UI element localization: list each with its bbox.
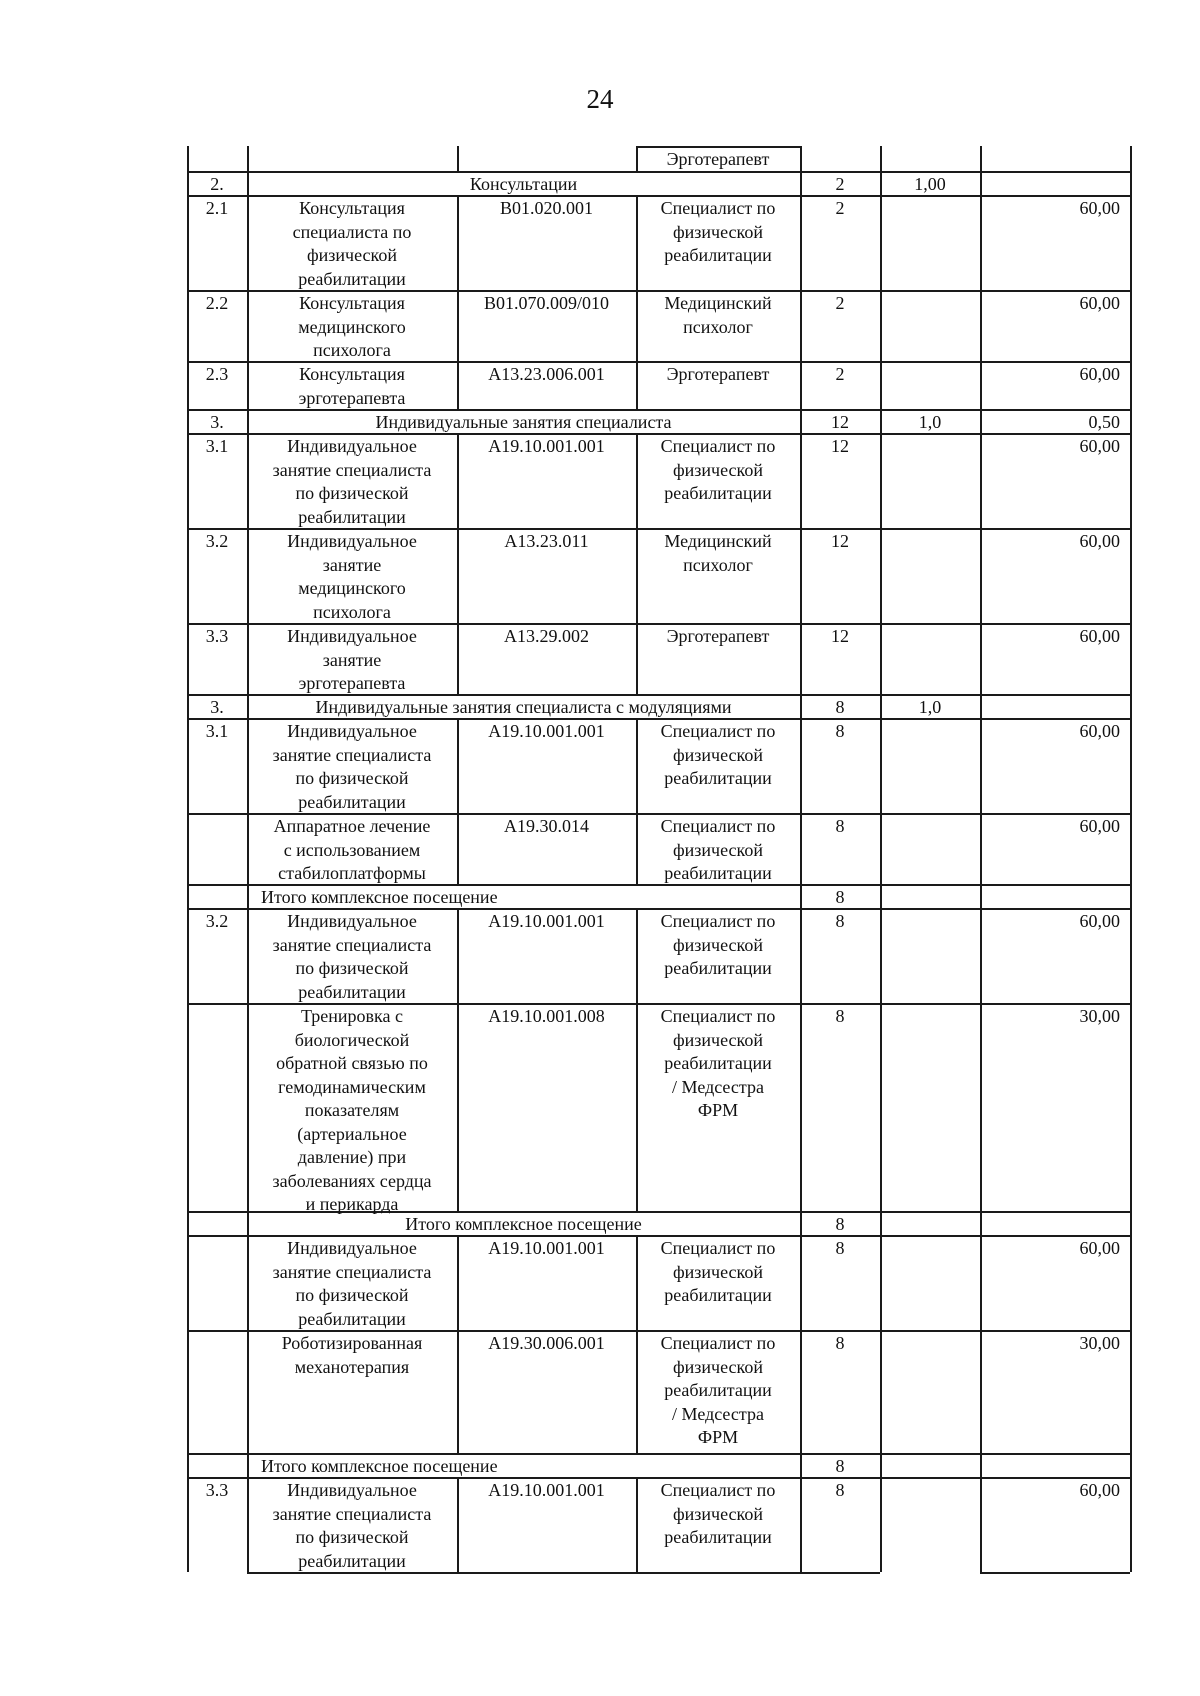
- service-name: Индивидуальное занятие специалиста по физической реабилитации: [272, 1238, 432, 1329]
- service-name: Индивидуальное занятие специалиста по физической реабилитации: [272, 911, 432, 1002]
- service-name: Индивидуальное занятие медицинского психолога: [287, 531, 417, 622]
- amount: 8: [835, 1456, 845, 1476]
- specialist: Специалист по физической реабилитации / Медсестра ФРМ: [660, 1333, 776, 1447]
- service-name: Тренировка с биологической обратной связью по гемодинамическим показателям (артериальное давление) при заболеваниях сердца и перикарда: [272, 1006, 432, 1214]
- specialist: Эрготерапевт: [666, 149, 770, 169]
- specialist: Специалист по физической реабилитации: [660, 1480, 776, 1547]
- service-code: B01.020.001: [499, 198, 593, 218]
- specialist: Специалист по физической реабилитации: [660, 198, 776, 265]
- service-code: A13.23.006.001: [488, 364, 605, 384]
- row-number: 2.3: [205, 364, 229, 384]
- amount: 8: [835, 887, 845, 907]
- row-number: 2.1: [205, 198, 229, 218]
- service-name: Аппаратное лечение с использованием стабилоплатформы: [273, 816, 431, 883]
- row-number: 3.2: [205, 531, 229, 551]
- coefficient: 1,00: [914, 174, 946, 194]
- row-number: 3.: [210, 412, 224, 432]
- section-title: Индивидуальные занятия специалиста с модуляциями: [315, 697, 732, 717]
- duration: 60,00: [1079, 721, 1120, 741]
- duration: 60,00: [1079, 911, 1120, 931]
- row-number: 3.2: [205, 911, 229, 931]
- service-code: A19.30.014: [504, 816, 589, 836]
- amount: 2: [835, 174, 845, 194]
- service-name: Индивидуальное занятие специалиста по физической реабилитации: [272, 436, 432, 527]
- duration: 60,00: [1079, 198, 1120, 218]
- service-name: Роботизированная механотерапия: [281, 1333, 423, 1377]
- row-number: 2.2: [205, 293, 229, 313]
- service-name: Консультация эрготерапевта: [298, 364, 406, 408]
- service-code: A13.29.002: [504, 626, 589, 646]
- duration: 60,00: [1079, 436, 1120, 456]
- row-number: 3.3: [205, 1480, 229, 1500]
- service-code: A19.10.001.001: [488, 436, 605, 456]
- service-name: Индивидуальное занятие эрготерапевта: [287, 626, 417, 693]
- amount: 12: [831, 531, 849, 551]
- service-code: A19.10.001.001: [488, 1238, 605, 1258]
- service-code: A19.10.001.001: [488, 1480, 605, 1500]
- specialist: Специалист по физической реабилитации: [660, 1238, 776, 1305]
- amount: 2: [835, 293, 845, 313]
- duration: 60,00: [1079, 816, 1120, 836]
- amount: 8: [835, 816, 845, 836]
- duration: 60,00: [1079, 364, 1120, 384]
- row-number: 3.3: [205, 626, 229, 646]
- specialist: Специалист по физической реабилитации: [660, 436, 776, 503]
- amount: 12: [831, 436, 849, 456]
- amount: 8: [835, 1006, 845, 1026]
- service-code: B01.070.009/010: [483, 293, 609, 313]
- service-code: A19.30.006.001: [488, 1333, 605, 1353]
- specialist: Медицинский психолог: [664, 531, 772, 575]
- duration: 60,00: [1079, 1480, 1120, 1500]
- amount: 8: [835, 1480, 845, 1500]
- specialist: Специалист по физической реабилитации: [660, 911, 776, 978]
- service-name: Консультация медицинского психолога: [298, 293, 406, 360]
- duration: 60,00: [1079, 531, 1120, 551]
- service-code: A13.23.011: [504, 531, 589, 551]
- specialist: Эрготерапевт: [666, 626, 770, 646]
- section-title: Консультации: [469, 174, 578, 194]
- amount: 8: [835, 721, 845, 741]
- service-name: Индивидуальное занятие специалиста по физической реабилитации: [272, 721, 432, 812]
- section-title: Итого комплексное посещение: [261, 887, 498, 907]
- duration: 60,00: [1079, 1238, 1120, 1258]
- section-title: Итого комплексное посещение: [405, 1214, 642, 1234]
- service-code: A19.10.001.001: [488, 911, 605, 931]
- amount: 2: [835, 198, 845, 218]
- duration: 30,00: [1079, 1006, 1120, 1026]
- service-name: Индивидуальное занятие специалиста по физической реабилитации: [272, 1480, 432, 1571]
- duration: 0,50: [1088, 412, 1120, 432]
- duration: 30,00: [1079, 1333, 1120, 1353]
- section-title: Итого комплексное посещение: [261, 1456, 498, 1476]
- amount: 2: [835, 364, 845, 384]
- amount: 8: [835, 1333, 845, 1353]
- row-number: 3.1: [205, 721, 229, 741]
- service-code: A19.10.001.008: [488, 1006, 605, 1026]
- row-number: 3.1: [205, 436, 229, 456]
- specialist: Специалист по физической реабилитации: [660, 816, 776, 883]
- amount: 8: [835, 911, 845, 931]
- service-name: Консультация специалиста по физической реабилитации: [292, 198, 412, 289]
- service-code: A19.10.001.001: [488, 721, 605, 741]
- duration: 60,00: [1079, 293, 1120, 313]
- section-title: Индивидуальные занятия специалиста: [375, 412, 672, 432]
- coefficient: 1,0: [918, 697, 942, 717]
- coefficient: 1,0: [918, 412, 942, 432]
- duration: 60,00: [1079, 626, 1120, 646]
- row-number: 3.: [210, 697, 224, 717]
- amount: 12: [831, 412, 849, 432]
- page-number: 24: [586, 84, 614, 114]
- specialist: Эрготерапевт: [666, 364, 770, 384]
- row-number: 2.: [210, 174, 224, 194]
- amount: 12: [831, 626, 849, 646]
- amount: 8: [835, 697, 845, 717]
- specialist: Медицинский психолог: [664, 293, 772, 337]
- specialist: Специалист по физической реабилитации: [660, 721, 776, 788]
- amount: 8: [835, 1214, 845, 1234]
- specialist: Специалист по физической реабилитации / Медсестра ФРМ: [660, 1006, 776, 1120]
- amount: 8: [835, 1238, 845, 1258]
